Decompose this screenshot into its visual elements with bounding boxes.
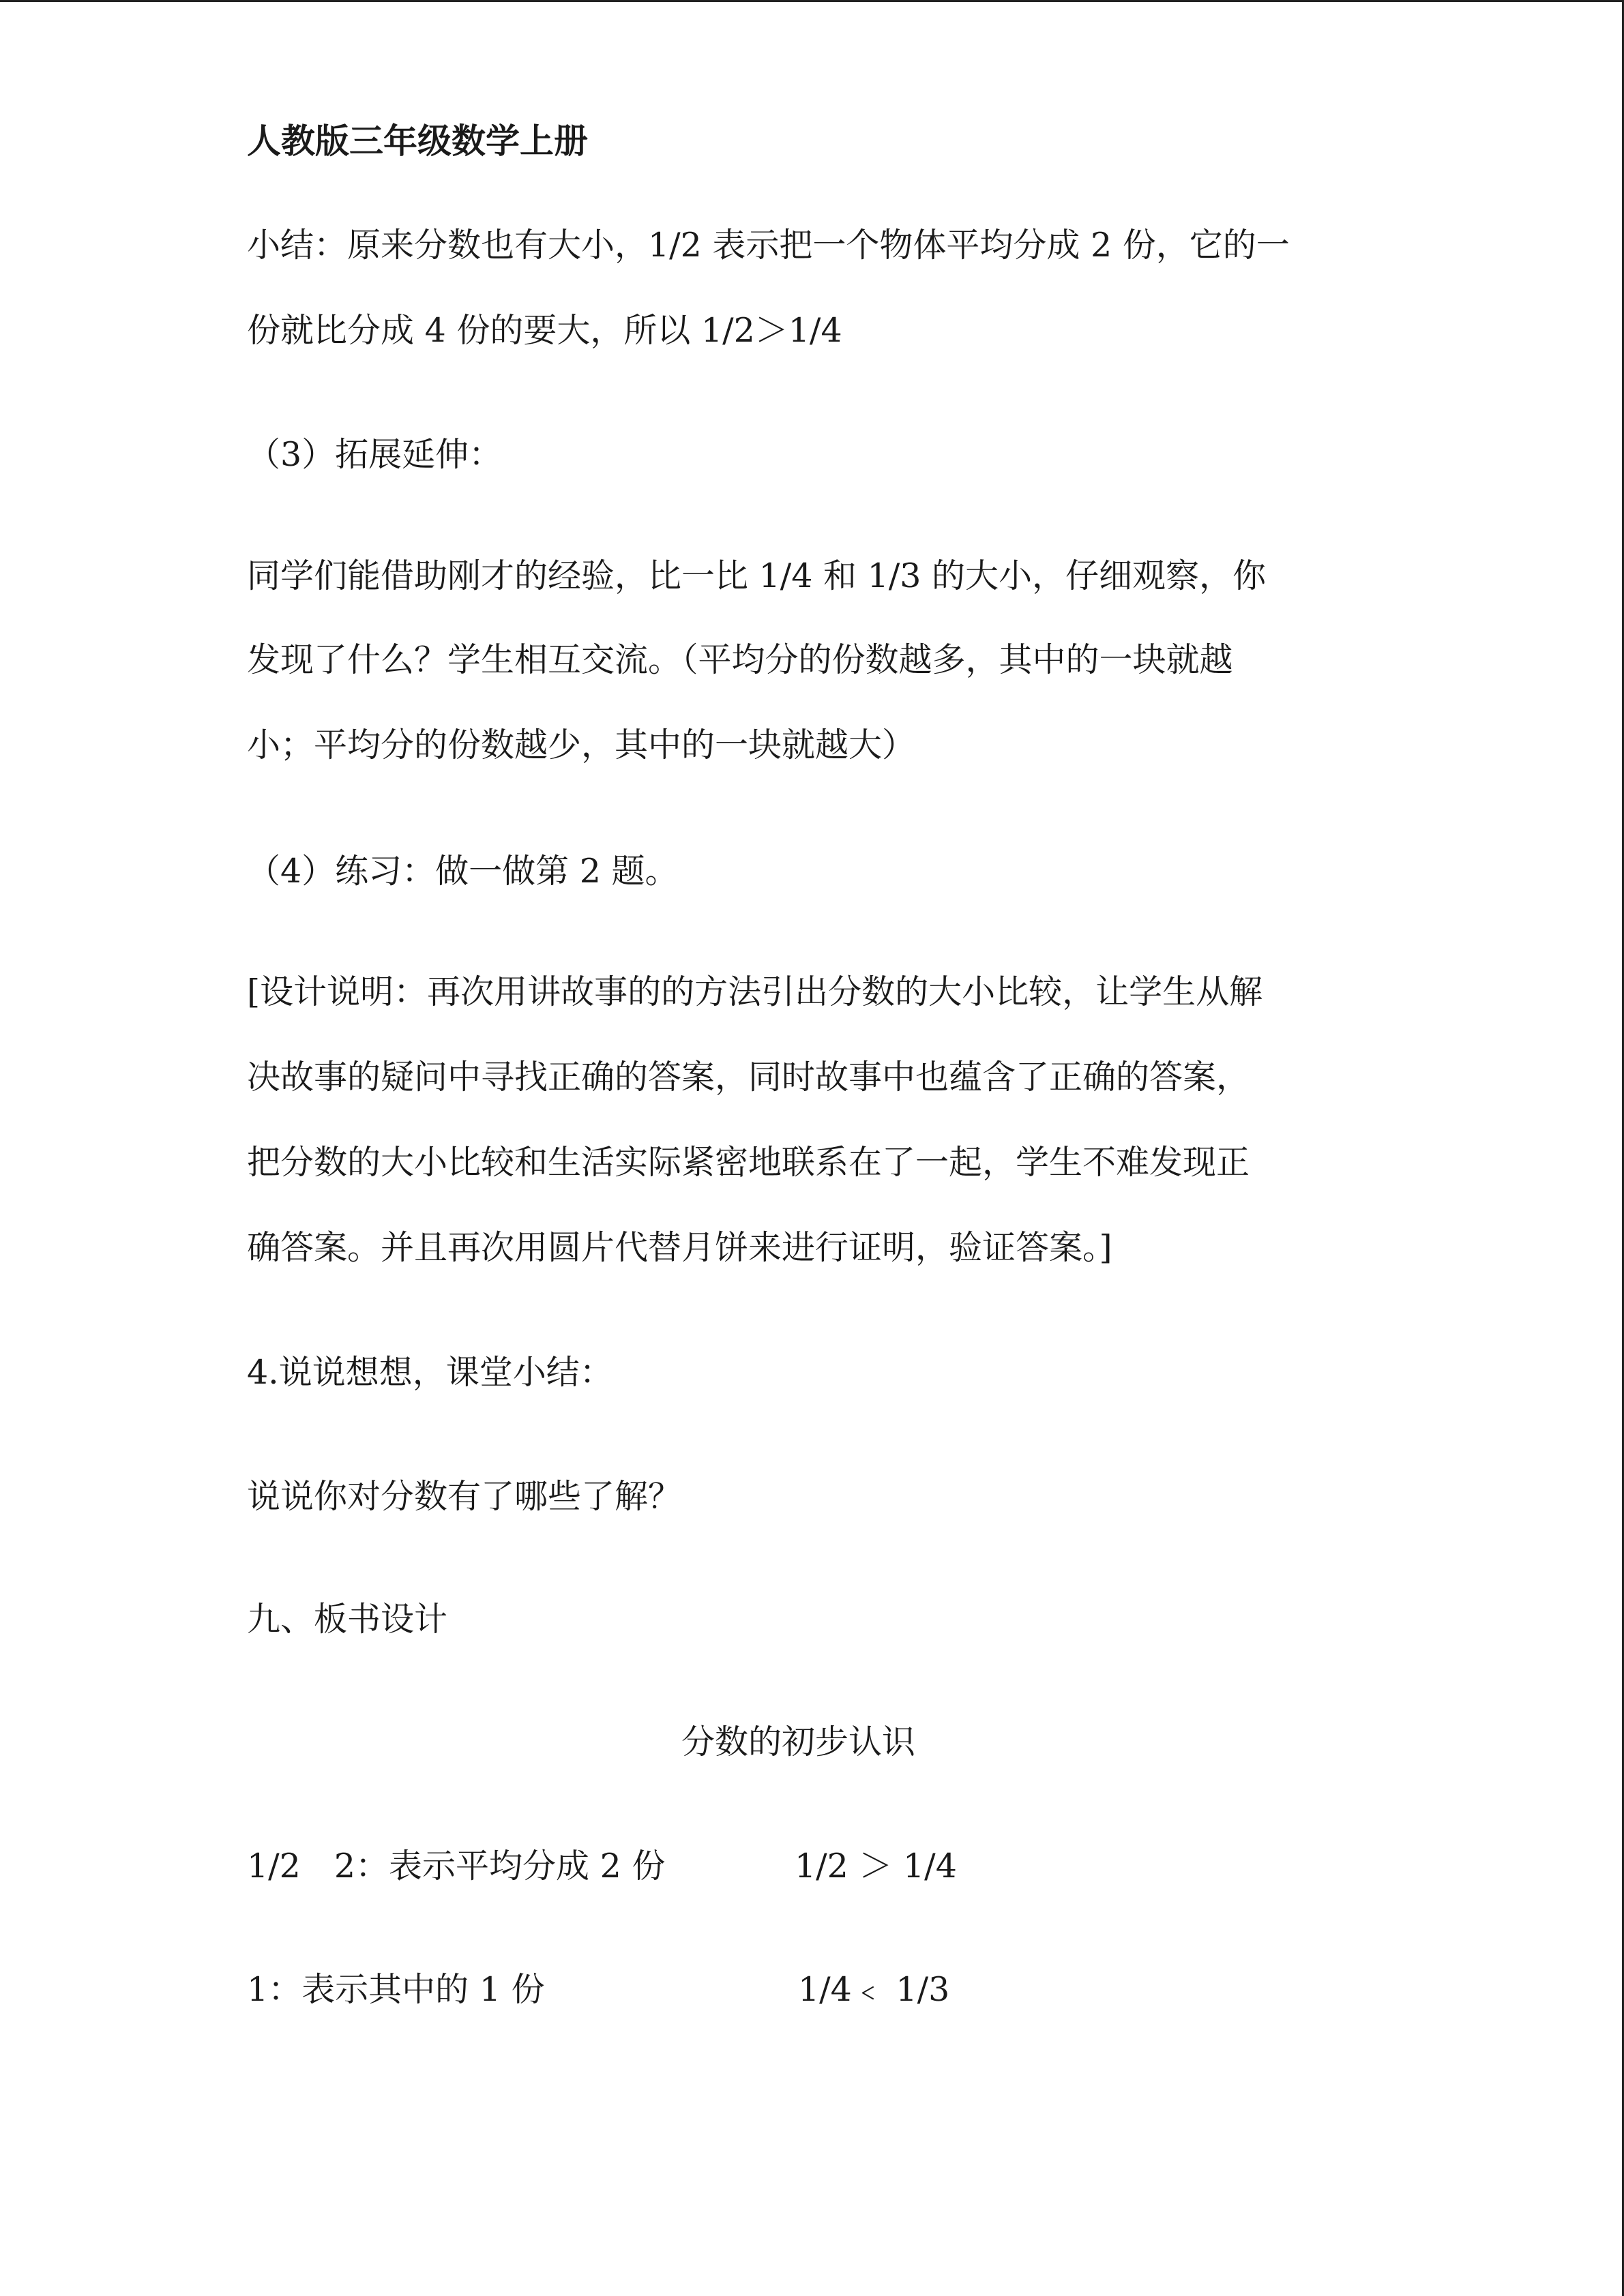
paragraph-line: 小；平均分的份数越少，其中的一块就越大）	[247, 726, 916, 764]
board-row2-left: 1：表示其中的 1 份	[247, 1970, 545, 2009]
section-heading: 4.说说想想，课堂小结：	[247, 1353, 613, 1392]
paragraph-line: 小结：原来分数也有大小，1/2 表示把一个物体平均分成 2 份，它的一	[247, 226, 1290, 265]
paragraph-line: 同学们能借助刚才的经验，比一比 1/4 和 1/3 的大小，仔细观察，你	[247, 556, 1267, 595]
section-heading: （3）拓展延伸：	[247, 435, 503, 474]
paragraph-line: 份就比分成 4 份的要大，所以 1/2＞1/4	[247, 311, 842, 350]
section-heading: （4）练习：做一做第 2 题。	[247, 852, 679, 891]
top-border	[0, 0, 1624, 2]
board-title: 分数的初步认识	[681, 1723, 915, 1761]
board-row2-right: 1/4﹤ 1/3	[798, 1970, 950, 2009]
paragraph-line: 把分数的大小比较和生活实际紧密地联系在了一起，学生不难发现正	[247, 1143, 1250, 1182]
section-heading: 九、板书设计	[247, 1600, 448, 1639]
paragraph-line: 决故事的疑问中寻找正确的答案，同时故事中也蕴含了正确的答案，	[247, 1058, 1250, 1097]
paragraph-line: [设计说明：再次用讲故事的的方法引出分数的大小比较，让学生从解	[247, 972, 1263, 1011]
paragraph-line: 说说你对分数有了哪些了解？	[247, 1477, 682, 1516]
document-title: 人教版三年级数学上册	[247, 121, 588, 161]
board-row1-left: 1/2 2：表示平均分成 2 份	[247, 1847, 666, 1885]
paragraph-line: 确答案。并且再次用圆片代替月饼来进行证明，验证答案。]	[247, 1228, 1112, 1267]
board-row1-right: 1/2 ＞ 1/4	[795, 1847, 957, 1885]
paragraph-line: 发现了什么？学生相互交流。（平均分的份数越多，其中的一块就越	[247, 640, 1233, 679]
